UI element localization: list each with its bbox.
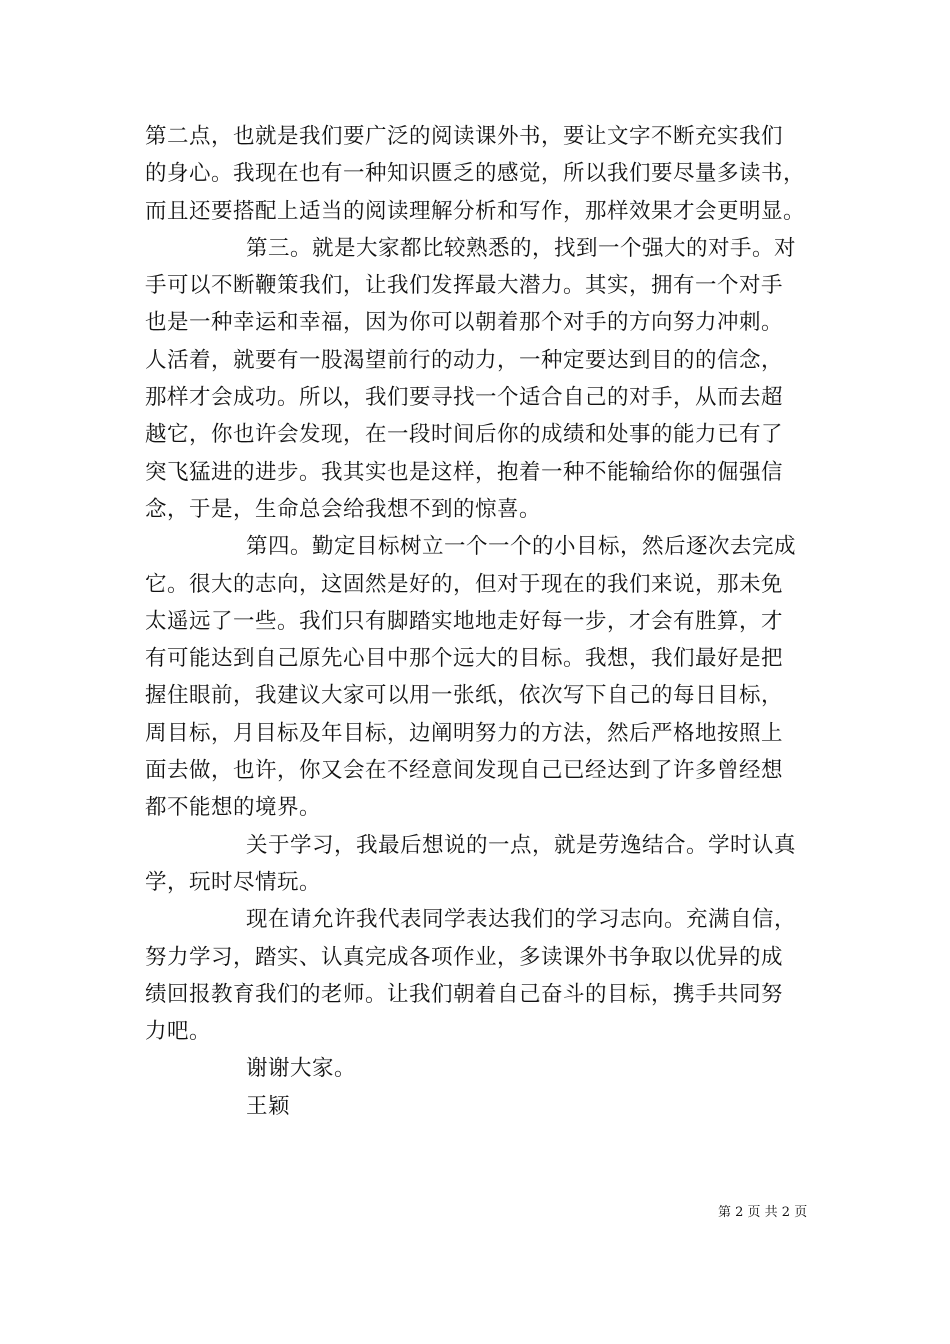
text-line: 努力学习，踏实、认真完成各项作业，多读课外书争取以优异的成 xyxy=(145,944,784,970)
text-line: 那样才会成功。所以，我们要寻找一个适合自己的对手，从而去超 xyxy=(145,385,784,411)
text-line: 念，于是，生命总会给我想不到的惊喜。 xyxy=(145,496,542,522)
text-line: 突飞猛进的进步。我其实也是这样，抱着一种不能输给你的倔强信 xyxy=(145,459,784,485)
text-line: 第二点，也就是我们要广泛的阅读课外书，要让文字不断充实我们 xyxy=(145,124,784,149)
paragraph-start-line: 关于学习，我最后想说的一点，就是劳逸结合。学时认真 xyxy=(246,832,797,858)
text-line: 学，玩时尽情玩。 xyxy=(145,869,322,895)
text-line: 太遥远了一些。我们只有脚踏实地地走好每一步，才会有胜算，才 xyxy=(145,608,784,634)
page-number: 第 2 页 共 2 页 xyxy=(718,1205,808,1220)
text-line: 有可能达到自己原先心目中那个远大的目标。我想，我们最好是把 xyxy=(145,646,784,672)
text-line: 手可以不断鞭策我们，让我们发挥最大潜力。其实，拥有一个对手 xyxy=(145,273,784,299)
text-line: 而且还要搭配上适当的阅读理解分析和写作，那样效果才会更明显。 xyxy=(145,198,806,224)
paragraph-start-line: 第四。勤定目标树立一个一个的小目标，然后逐次去完成 xyxy=(246,534,797,560)
text-line: 绩回报教育我们的老师。让我们朝着自己奋斗的目标，携手共同努 xyxy=(145,981,784,1007)
text-line: 都不能想的境界。 xyxy=(145,795,322,821)
text-line: 力吧。 xyxy=(145,1019,212,1045)
paragraph-start-line: 第三。就是大家都比较熟悉的，找到一个强大的对手。对 xyxy=(246,235,797,261)
author-name: 王颖 xyxy=(246,1093,291,1119)
text-line: 面去做，也许，你又会在不经意间发现自己已经达到了许多曾经想 xyxy=(145,758,784,784)
document-body xyxy=(145,118,817,1125)
closing-line: 谢谢大家。 xyxy=(246,1056,357,1082)
text-line: 也是一种幸运和幸福，因为你可以朝着那个对手的方向努力冲刺。 xyxy=(145,310,784,336)
text-line: 握住眼前，我建议大家可以用一张纸，依次写下自己的每日目标， xyxy=(145,683,784,709)
text-line: 越它，你也许会发现，在一段时间后你的成绩和处事的能力已有了 xyxy=(145,422,784,448)
text-line: 周目标，月目标及年目标，边阐明努力的方法，然后严格地按照上 xyxy=(145,720,784,746)
text-line: 它。很大的志向，这固然是好的，但对于现在的我们来说，那未免 xyxy=(145,571,784,597)
text-line: 人活着，就要有一股渴望前行的动力，一种定要达到目的的信念， xyxy=(145,347,784,373)
text-line: 的身心。我现在也有一种知识匮乏的感觉，所以我们要尽量多读书， xyxy=(145,161,806,187)
paragraph-start-line: 现在请允许我代表同学表达我们的学习志向。充满自信， xyxy=(246,907,797,933)
